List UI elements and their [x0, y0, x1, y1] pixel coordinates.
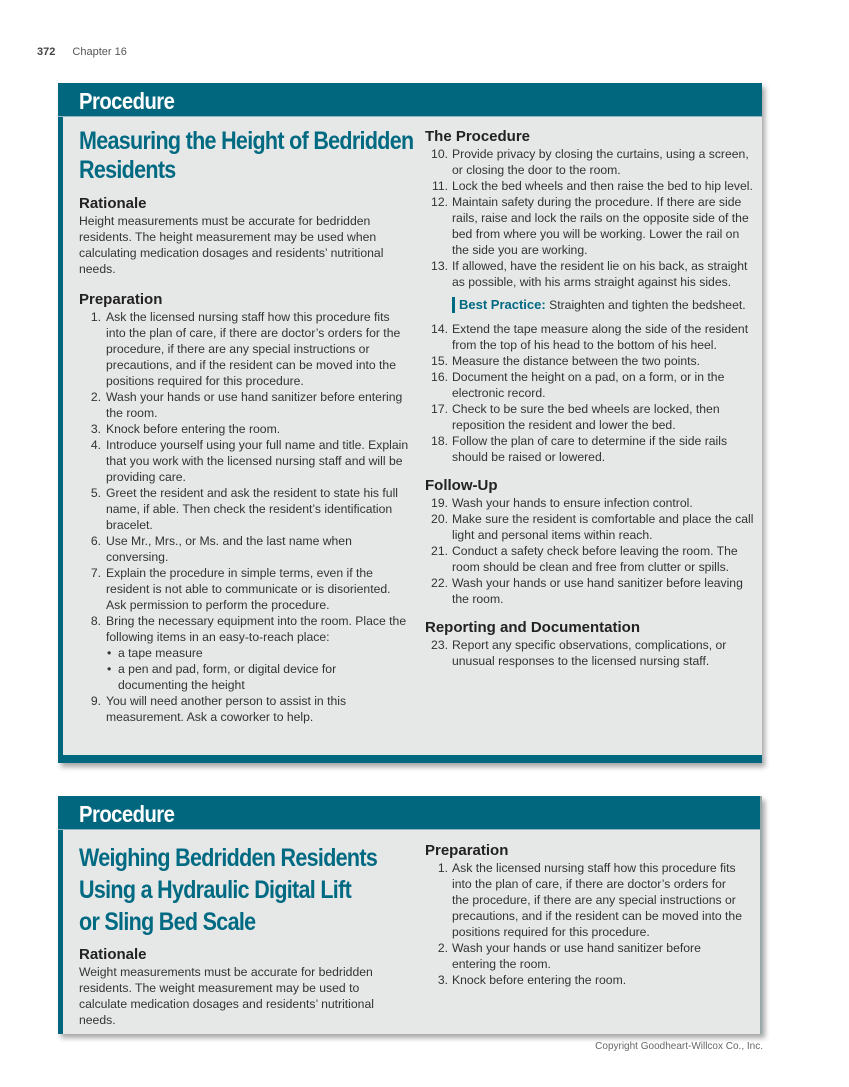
step-item: 20. Make sure the resident is comfortable and place the call light and personal items within reach. — [431, 512, 754, 542]
step-item: 16. Document the height on a pad, on a form, or in the electronic record. — [431, 370, 725, 400]
procedure-steps-a — [425, 146, 755, 290]
procedure-title: Measuring the Height of Bedridden Residents — [79, 127, 414, 184]
procedure-header: Procedure — [58, 83, 762, 117]
step-item: 5. Greet the resident and ask the resident to state his full name, if able. Then check the resident’s identification bracelet. — [90, 486, 398, 532]
step-item: 15. Measure the distance between the two points. — [431, 354, 700, 368]
step-item: 23. Report any specific observations, complications, or unusual responses to the licensed nursing staff. — [431, 638, 727, 668]
step-item: 14. Extend the tape measure along the side of the resident from the top of his head to the bottom of his heel. — [431, 322, 749, 352]
preparation-steps — [425, 860, 745, 988]
procedure-steps-b — [425, 321, 755, 465]
step-item: 4. Introduce yourself using your full name and title. Explain that you work with the licensed nursing staff and will be providing care. — [90, 438, 409, 484]
step-item: 21. Conduct a safety check before leaving the room. The room should be clean and free from clutter or spills. — [431, 544, 738, 574]
step-item: 19. Wash your hands to ensure infection control. — [431, 496, 693, 510]
rationale-heading: Rationale — [79, 195, 147, 212]
procedure-header: Procedure — [58, 796, 760, 830]
step-item: 10. Provide privacy by closing the curtains, using a screen, or closing the door to the room. — [431, 147, 749, 177]
the-procedure-heading: The Procedure — [425, 128, 531, 145]
equipment-item: • a pen and pad, form, or digital device for documenting the height — [106, 661, 409, 693]
procedure-title: Weighing Bedridden Residents Using a Hydraulic Digital Lift or Sling Bed Scale — [79, 844, 378, 936]
step-item: 3. Knock before entering the room. — [90, 422, 281, 436]
step-item: 1. Ask the licensed nursing staff how this procedure fits into the plan of care, if there are doctor’s orders for the procedure, if there are any special instructions or precautions, and if the resident can be moved into the positions required for this procedure. — [437, 861, 742, 939]
procedure-box-height — [58, 83, 762, 763]
step-item: 3. Knock before entering the room. — [437, 973, 627, 987]
right-column — [425, 842, 745, 988]
step-item: 13. If allowed, have the resident lie on his back, as straight as possible, with his arms straight against his sides. — [431, 259, 748, 289]
page-number: 372 — [37, 46, 56, 58]
equipment-item: • a tape measure — [106, 645, 409, 661]
step-item: 22. Wash your hands or use hand sanitizer before leaving the room. — [431, 576, 743, 606]
rationale-text: Weight measurements must be accurate for bedridden residents. The weight measurement may be used to calculate medication dosages and residents’ nutritional needs. — [79, 965, 374, 1027]
step-item: 9. You will need another person to assist in this measurement. Ask a coworker to help. — [90, 694, 347, 724]
best-practice-callout — [452, 297, 755, 313]
best-practice-text: Straighten and tighten the bedsheet. — [549, 298, 746, 312]
procedure-box-weight — [58, 796, 762, 1034]
step-item: 8. Bring the necessary equipment into the room. Place the following items in an easy-to-reach place: • a tape measure • a pen and pad, form, or digital device for documenting the height — [79, 613, 409, 693]
reporting-steps — [425, 637, 755, 669]
follow-up-heading: Follow-Up — [425, 477, 498, 494]
step-item: 12. Maintain safety during the procedure. If there are side rails, raise and lock the rails on the opposite side of the bed from where you will be working. Lower the rail on the side you are working. — [431, 195, 749, 257]
left-column — [79, 127, 414, 725]
chapter-label: Chapter 16 — [72, 46, 127, 58]
running-head — [37, 46, 127, 58]
follow-up-steps — [425, 495, 755, 607]
best-practice-label: Best Practice: — [459, 297, 546, 312]
step-item: 2. Wash your hands or use hand sanitizer before entering the room. — [90, 390, 403, 420]
preparation-heading: Preparation — [79, 291, 163, 308]
step-item: 2. Wash your hands or use hand sanitizer before entering the room. — [437, 941, 701, 971]
reporting-heading: Reporting and Documentation — [425, 619, 640, 636]
equipment-list — [106, 645, 409, 693]
step-item: 6. Use Mr., Mrs., or Ms. and the last name when conversing. — [90, 534, 352, 564]
right-column — [425, 128, 755, 669]
preparation-steps — [79, 309, 409, 725]
copyright-notice: Copyright Goodheart-Willcox Co., Inc. — [595, 1041, 763, 1052]
step-item: 17. Check to be sure the bed wheels are locked, then reposition the resident and lower the bed. — [431, 402, 720, 432]
step-item: 18. Follow the plan of care to determine if the side rails should be raised or lowered. — [431, 434, 728, 464]
left-column — [79, 842, 409, 1028]
rationale-text: Height measurements must be accurate for bedridden residents. The height measurement may be used when calculating medication dosages and residents’ nutritional needs. — [79, 214, 384, 276]
preparation-heading: Preparation — [425, 842, 509, 859]
rationale-heading: Rationale — [79, 946, 147, 963]
step-item: 1. Ask the licensed nursing staff how this procedure fits into the plan of care, if there are doctor’s orders for the procedure, if there are any special instructions or precautions, and if the resident can be moved into the positions required for this procedure. — [90, 310, 401, 388]
step-item: 11. Lock the bed wheels and then raise the bed to hip level. — [431, 179, 753, 193]
step-item: 7. Explain the procedure in simple terms, even if the resident is not able to communicate or is disoriented. Ask permission to perform the procedure. — [90, 566, 391, 612]
